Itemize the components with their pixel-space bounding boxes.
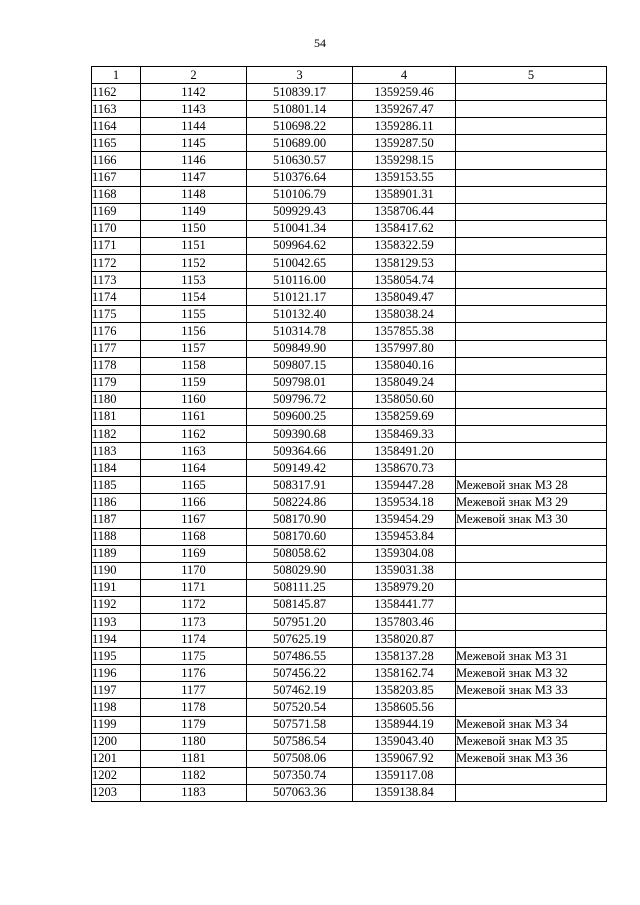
point-number-cell: 1201 — [92, 750, 141, 767]
note-cell: Межевой знак МЗ 30 — [456, 511, 607, 528]
note-cell — [456, 425, 607, 442]
table-row — [92, 614, 607, 631]
point-index-cell: 1161 — [141, 408, 247, 425]
note-cell — [456, 596, 607, 613]
point-index-cell: 1153 — [141, 272, 247, 289]
x-coordinate-cell: 508029.90 — [247, 562, 353, 579]
point-index-cell: 1183 — [141, 784, 247, 801]
x-coordinate-cell: 510376.64 — [247, 169, 353, 186]
table-row — [92, 648, 607, 665]
table-row — [92, 340, 607, 357]
y-coordinate-cell: 1358129.53 — [353, 255, 456, 272]
note-cell — [456, 391, 607, 408]
point-index-cell: 1145 — [141, 135, 247, 152]
point-number-cell: 1185 — [92, 477, 141, 494]
note-cell — [456, 203, 607, 220]
note-cell — [456, 357, 607, 374]
point-number-cell: 1188 — [92, 528, 141, 545]
point-index-cell: 1143 — [141, 101, 247, 118]
point-index-cell: 1158 — [141, 357, 247, 374]
x-coordinate-cell: 507520.54 — [247, 699, 353, 716]
x-coordinate-cell: 507063.36 — [247, 784, 353, 801]
point-index-cell: 1159 — [141, 374, 247, 391]
x-coordinate-cell: 510839.17 — [247, 84, 353, 101]
x-coordinate-cell: 510689.00 — [247, 135, 353, 152]
point-number-cell: 1199 — [92, 716, 141, 733]
point-number-cell: 1173 — [92, 272, 141, 289]
point-number-cell: 1194 — [92, 631, 141, 648]
table-row — [92, 767, 607, 784]
x-coordinate-cell: 509390.68 — [247, 425, 353, 442]
y-coordinate-cell: 1358322.59 — [353, 237, 456, 254]
note-cell — [456, 186, 607, 203]
y-coordinate-cell: 1358020.87 — [353, 631, 456, 648]
point-index-cell: 1142 — [141, 84, 247, 101]
x-coordinate-cell: 507456.22 — [247, 665, 353, 682]
point-index-cell: 1157 — [141, 340, 247, 357]
x-coordinate-cell: 507486.55 — [247, 648, 353, 665]
table-row — [92, 289, 607, 306]
table-row — [92, 477, 607, 494]
table-row — [92, 391, 607, 408]
point-index-cell: 1175 — [141, 648, 247, 665]
table-row — [92, 135, 607, 152]
point-index-cell: 1146 — [141, 152, 247, 169]
point-index-cell: 1177 — [141, 682, 247, 699]
y-coordinate-cell: 1359043.40 — [353, 733, 456, 750]
table-row — [92, 220, 607, 237]
y-coordinate-cell: 1358605.56 — [353, 699, 456, 716]
x-coordinate-cell: 508058.62 — [247, 545, 353, 562]
note-cell — [456, 323, 607, 340]
note-cell — [456, 767, 607, 784]
x-coordinate-cell: 510630.57 — [247, 152, 353, 169]
page-number: 54 — [314, 36, 326, 50]
x-coordinate-cell: 510801.14 — [247, 101, 353, 118]
y-coordinate-cell: 1358469.33 — [353, 425, 456, 442]
point-number-cell: 1195 — [92, 648, 141, 665]
point-index-cell: 1178 — [141, 699, 247, 716]
note-cell — [456, 272, 607, 289]
note-cell — [456, 443, 607, 460]
x-coordinate-cell: 508170.60 — [247, 528, 353, 545]
point-number-cell: 1202 — [92, 767, 141, 784]
x-coordinate-cell: 510041.34 — [247, 220, 353, 237]
x-coordinate-cell: 509929.43 — [247, 203, 353, 220]
note-cell — [456, 340, 607, 357]
y-coordinate-cell: 1359454.29 — [353, 511, 456, 528]
point-number-cell: 1169 — [92, 203, 141, 220]
table-row — [92, 357, 607, 374]
table-row — [92, 152, 607, 169]
x-coordinate-cell: 509849.90 — [247, 340, 353, 357]
x-coordinate-cell: 507508.06 — [247, 750, 353, 767]
note-cell — [456, 579, 607, 596]
x-coordinate-cell: 507951.20 — [247, 614, 353, 631]
coordinates-table — [91, 66, 607, 802]
note-cell: Межевой знак МЗ 34 — [456, 716, 607, 733]
y-coordinate-cell: 1357803.46 — [353, 614, 456, 631]
y-coordinate-cell: 1358491.20 — [353, 443, 456, 460]
note-cell: Межевой знак МЗ 29 — [456, 494, 607, 511]
point-number-cell: 1177 — [92, 340, 141, 357]
point-index-cell: 1171 — [141, 579, 247, 596]
point-index-cell: 1167 — [141, 511, 247, 528]
point-index-cell: 1172 — [141, 596, 247, 613]
point-number-cell: 1187 — [92, 511, 141, 528]
y-coordinate-cell: 1358040.16 — [353, 357, 456, 374]
table-row — [92, 562, 607, 579]
x-coordinate-cell: 509600.25 — [247, 408, 353, 425]
point-index-cell: 1160 — [141, 391, 247, 408]
table-header-row — [92, 67, 607, 84]
point-index-cell: 1174 — [141, 631, 247, 648]
x-coordinate-cell: 508317.91 — [247, 477, 353, 494]
y-coordinate-cell: 1359259.46 — [353, 84, 456, 101]
column-header-4: 4 — [353, 67, 456, 84]
y-coordinate-cell: 1358979.20 — [353, 579, 456, 596]
y-coordinate-cell: 1359286.11 — [353, 118, 456, 135]
x-coordinate-cell: 508170.90 — [247, 511, 353, 528]
y-coordinate-cell: 1358670.73 — [353, 460, 456, 477]
point-number-cell: 1191 — [92, 579, 141, 596]
point-number-cell: 1178 — [92, 357, 141, 374]
note-cell — [456, 784, 607, 801]
y-coordinate-cell: 1358417.62 — [353, 220, 456, 237]
x-coordinate-cell: 510121.17 — [247, 289, 353, 306]
point-index-cell: 1166 — [141, 494, 247, 511]
table-row — [92, 784, 607, 801]
point-number-cell: 1196 — [92, 665, 141, 682]
table-row — [92, 84, 607, 101]
point-index-cell: 1147 — [141, 169, 247, 186]
point-number-cell: 1180 — [92, 391, 141, 408]
table-row — [92, 579, 607, 596]
x-coordinate-cell: 509798.01 — [247, 374, 353, 391]
note-cell — [456, 289, 607, 306]
note-cell — [456, 237, 607, 254]
point-index-cell: 1148 — [141, 186, 247, 203]
point-number-cell: 1175 — [92, 306, 141, 323]
y-coordinate-cell: 1359067.92 — [353, 750, 456, 767]
point-index-cell: 1180 — [141, 733, 247, 750]
table-row — [92, 596, 607, 613]
note-cell — [456, 84, 607, 101]
point-index-cell: 1170 — [141, 562, 247, 579]
table-row — [92, 460, 607, 477]
y-coordinate-cell: 1357855.38 — [353, 323, 456, 340]
y-coordinate-cell: 1358050.60 — [353, 391, 456, 408]
point-index-cell: 1152 — [141, 255, 247, 272]
table-row — [92, 545, 607, 562]
point-number-cell: 1181 — [92, 408, 141, 425]
point-index-cell: 1173 — [141, 614, 247, 631]
table-row — [92, 101, 607, 118]
y-coordinate-cell: 1358038.24 — [353, 306, 456, 323]
point-number-cell: 1198 — [92, 699, 141, 716]
point-number-cell: 1164 — [92, 118, 141, 135]
note-cell: Межевой знак МЗ 28 — [456, 477, 607, 494]
note-cell — [456, 118, 607, 135]
point-index-cell: 1155 — [141, 306, 247, 323]
point-number-cell: 1197 — [92, 682, 141, 699]
table-row — [92, 511, 607, 528]
x-coordinate-cell: 507586.54 — [247, 733, 353, 750]
y-coordinate-cell: 1358441.77 — [353, 596, 456, 613]
y-coordinate-cell: 1358944.19 — [353, 716, 456, 733]
point-index-cell: 1179 — [141, 716, 247, 733]
x-coordinate-cell: 509964.62 — [247, 237, 353, 254]
table-row — [92, 682, 607, 699]
point-number-cell: 1186 — [92, 494, 141, 511]
point-number-cell: 1179 — [92, 374, 141, 391]
y-coordinate-cell: 1357997.80 — [353, 340, 456, 357]
note-cell — [456, 562, 607, 579]
point-index-cell: 1154 — [141, 289, 247, 306]
note-cell — [456, 135, 607, 152]
y-coordinate-cell: 1358259.69 — [353, 408, 456, 425]
table-row — [92, 665, 607, 682]
column-header-1: 1 — [92, 67, 141, 84]
x-coordinate-cell: 507571.58 — [247, 716, 353, 733]
x-coordinate-cell: 510042.65 — [247, 255, 353, 272]
point-number-cell: 1166 — [92, 152, 141, 169]
x-coordinate-cell: 507350.74 — [247, 767, 353, 784]
point-number-cell: 1200 — [92, 733, 141, 750]
note-cell — [456, 545, 607, 562]
point-number-cell: 1193 — [92, 614, 141, 631]
y-coordinate-cell: 1359117.08 — [353, 767, 456, 784]
note-cell — [456, 408, 607, 425]
x-coordinate-cell: 510132.40 — [247, 306, 353, 323]
y-coordinate-cell: 1359031.38 — [353, 562, 456, 579]
y-coordinate-cell: 1359447.28 — [353, 477, 456, 494]
table-row — [92, 255, 607, 272]
coordinates-table-body — [92, 67, 607, 802]
point-index-cell: 1176 — [141, 665, 247, 682]
x-coordinate-cell: 509807.15 — [247, 357, 353, 374]
note-cell: Межевой знак МЗ 32 — [456, 665, 607, 682]
x-coordinate-cell: 509796.72 — [247, 391, 353, 408]
point-number-cell: 1162 — [92, 84, 141, 101]
point-number-cell: 1189 — [92, 545, 141, 562]
note-cell — [456, 220, 607, 237]
y-coordinate-cell: 1359287.50 — [353, 135, 456, 152]
note-cell — [456, 528, 607, 545]
note-cell: Межевой знак МЗ 31 — [456, 648, 607, 665]
point-index-cell: 1168 — [141, 528, 247, 545]
point-number-cell: 1203 — [92, 784, 141, 801]
note-cell — [456, 152, 607, 169]
x-coordinate-cell: 509149.42 — [247, 460, 353, 477]
table-row — [92, 186, 607, 203]
y-coordinate-cell: 1359304.08 — [353, 545, 456, 562]
table-row — [92, 203, 607, 220]
x-coordinate-cell: 508145.87 — [247, 596, 353, 613]
point-index-cell: 1149 — [141, 203, 247, 220]
note-cell — [456, 101, 607, 118]
y-coordinate-cell: 1358137.28 — [353, 648, 456, 665]
x-coordinate-cell: 509364.66 — [247, 443, 353, 460]
y-coordinate-cell: 1358901.31 — [353, 186, 456, 203]
note-cell: Межевой знак МЗ 33 — [456, 682, 607, 699]
point-index-cell: 1144 — [141, 118, 247, 135]
point-number-cell: 1165 — [92, 135, 141, 152]
point-number-cell: 1183 — [92, 443, 141, 460]
table-row — [92, 443, 607, 460]
point-number-cell: 1176 — [92, 323, 141, 340]
column-header-5: 5 — [456, 67, 607, 84]
y-coordinate-cell: 1358054.74 — [353, 272, 456, 289]
point-number-cell: 1168 — [92, 186, 141, 203]
column-header-2: 2 — [141, 67, 247, 84]
table-row — [92, 528, 607, 545]
point-number-cell: 1182 — [92, 425, 141, 442]
table-row — [92, 237, 607, 254]
point-index-cell: 1151 — [141, 237, 247, 254]
note-cell — [456, 631, 607, 648]
note-cell: Межевой знак МЗ 35 — [456, 733, 607, 750]
table-row — [92, 323, 607, 340]
y-coordinate-cell: 1359138.84 — [353, 784, 456, 801]
y-coordinate-cell: 1358706.44 — [353, 203, 456, 220]
table-row — [92, 425, 607, 442]
point-number-cell: 1163 — [92, 101, 141, 118]
point-index-cell: 1163 — [141, 443, 247, 460]
point-number-cell: 1167 — [92, 169, 141, 186]
y-coordinate-cell: 1358049.47 — [353, 289, 456, 306]
point-index-cell: 1164 — [141, 460, 247, 477]
point-number-cell: 1172 — [92, 255, 141, 272]
note-cell — [456, 614, 607, 631]
table-row — [92, 750, 607, 767]
table-row — [92, 699, 607, 716]
note-cell — [456, 306, 607, 323]
table-row — [92, 374, 607, 391]
table-row — [92, 306, 607, 323]
point-index-cell: 1169 — [141, 545, 247, 562]
point-number-cell: 1192 — [92, 596, 141, 613]
point-index-cell: 1156 — [141, 323, 247, 340]
point-number-cell: 1190 — [92, 562, 141, 579]
y-coordinate-cell: 1359298.15 — [353, 152, 456, 169]
x-coordinate-cell: 508224.86 — [247, 494, 353, 511]
point-index-cell: 1150 — [141, 220, 247, 237]
column-header-3: 3 — [247, 67, 353, 84]
x-coordinate-cell: 508111.25 — [247, 579, 353, 596]
y-coordinate-cell: 1359153.55 — [353, 169, 456, 186]
y-coordinate-cell: 1359267.47 — [353, 101, 456, 118]
y-coordinate-cell: 1358049.24 — [353, 374, 456, 391]
table-row — [92, 494, 607, 511]
table-row — [92, 169, 607, 186]
note-cell — [456, 699, 607, 716]
y-coordinate-cell: 1358162.74 — [353, 665, 456, 682]
x-coordinate-cell: 510106.79 — [247, 186, 353, 203]
table-row — [92, 733, 607, 750]
note-cell — [456, 255, 607, 272]
table-row — [92, 716, 607, 733]
x-coordinate-cell: 510698.22 — [247, 118, 353, 135]
note-cell — [456, 169, 607, 186]
x-coordinate-cell: 510116.00 — [247, 272, 353, 289]
point-number-cell: 1184 — [92, 460, 141, 477]
point-number-cell: 1171 — [92, 237, 141, 254]
point-number-cell: 1174 — [92, 289, 141, 306]
point-index-cell: 1182 — [141, 767, 247, 784]
table-row — [92, 118, 607, 135]
note-cell — [456, 460, 607, 477]
point-index-cell: 1165 — [141, 477, 247, 494]
x-coordinate-cell: 507625.19 — [247, 631, 353, 648]
point-index-cell: 1162 — [141, 425, 247, 442]
y-coordinate-cell: 1358203.85 — [353, 682, 456, 699]
table-row — [92, 631, 607, 648]
note-cell: Межевой знак МЗ 36 — [456, 750, 607, 767]
table-row — [92, 408, 607, 425]
point-index-cell: 1181 — [141, 750, 247, 767]
point-number-cell: 1170 — [92, 220, 141, 237]
note-cell — [456, 374, 607, 391]
x-coordinate-cell: 507462.19 — [247, 682, 353, 699]
x-coordinate-cell: 510314.78 — [247, 323, 353, 340]
y-coordinate-cell: 1359534.18 — [353, 494, 456, 511]
y-coordinate-cell: 1359453.84 — [353, 528, 456, 545]
table-row — [92, 272, 607, 289]
